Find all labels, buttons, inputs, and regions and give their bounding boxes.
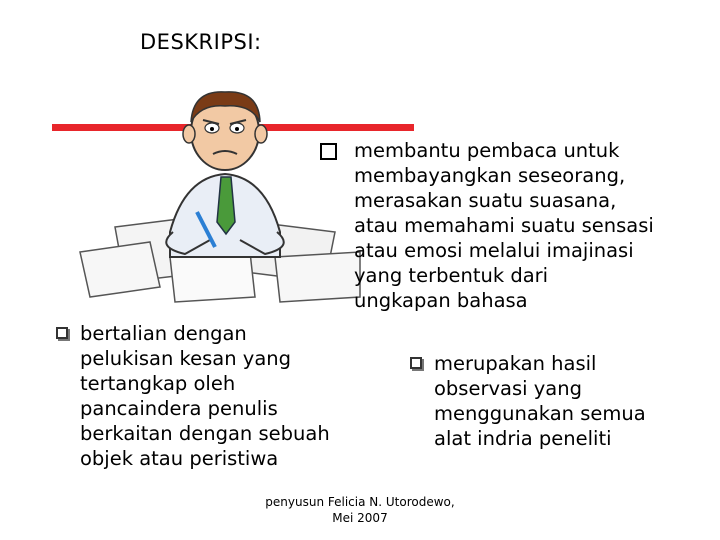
slide-title: DESKRIPSI: [140, 30, 262, 54]
footer-date: Mei 2007 [332, 511, 388, 525]
footer [240, 494, 480, 526]
footer-author: penyusun Felicia N. Utorodewo, [265, 495, 455, 509]
hollow-square-bullet-icon [320, 143, 337, 160]
bullet-right-text: merupakan hasil observasi yang menggunakan semua alat indria peneliti [434, 352, 646, 450]
bullet-left-text: bertalian dengan pelukisan kesan yang tertangkap oleh pancaindera penulis berkaitan dengan sebuah objek atau peristiwa [80, 322, 330, 470]
worried-man-writing-icon [75, 82, 365, 312]
square-bullet-icon [56, 327, 68, 339]
bullet-main-text: membantu pembaca untuk membayangkan seseorang, merasakan suatu suasana, atau memahami suatu sensasi atau emosi melalui imajinasi yang terbentuk dari ungkapan bahasa [354, 139, 654, 312]
square-bullet-icon [410, 357, 422, 369]
